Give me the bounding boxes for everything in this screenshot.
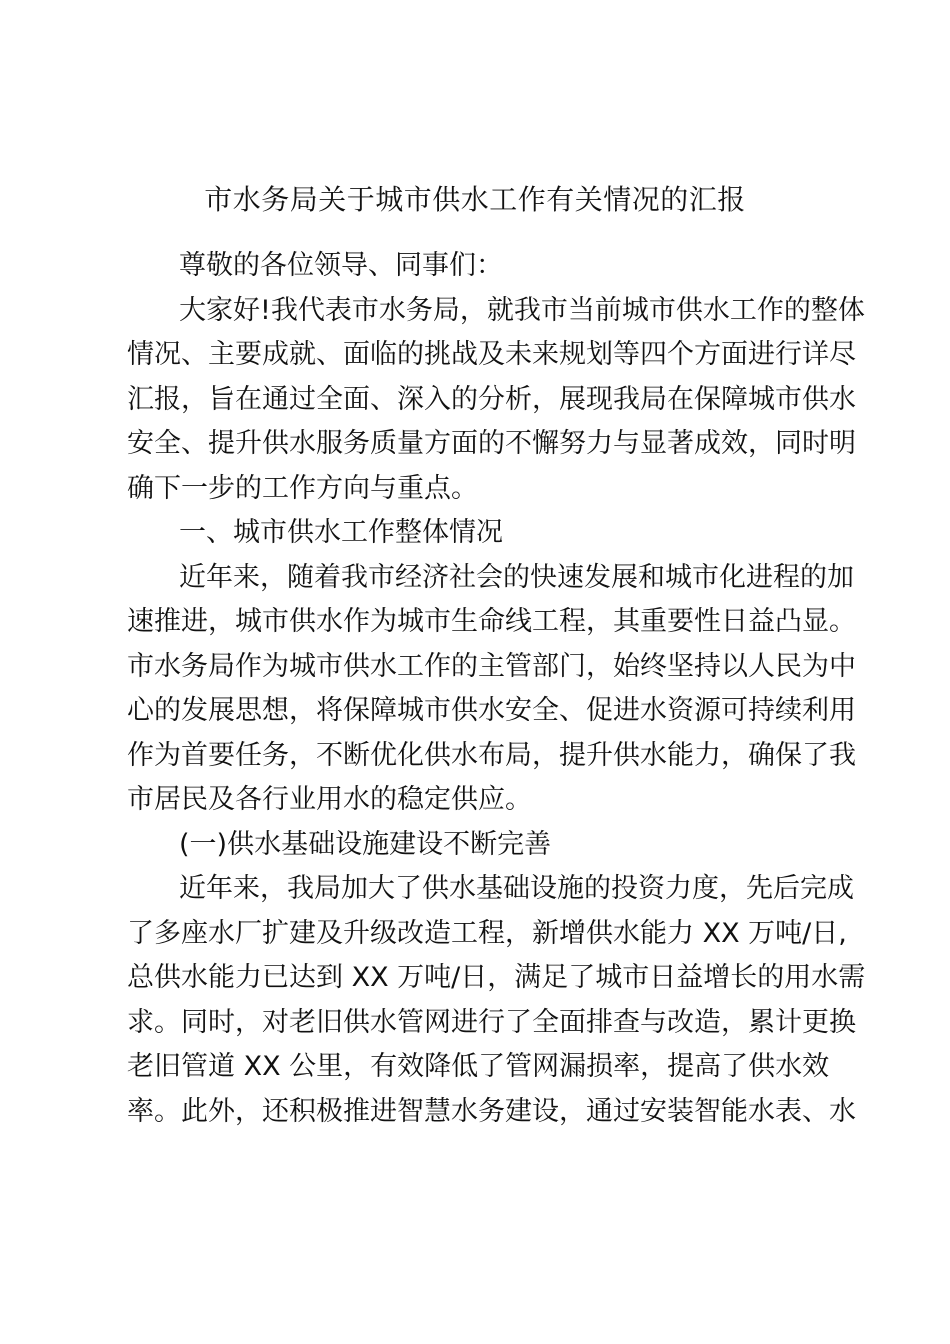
paragraph-line: 确下一步的工作方向与重点。 <box>127 473 478 504</box>
paragraph-line: 市水务局作为城市供水工作的主管部门，始终坚持以人民为中 <box>127 651 856 682</box>
paragraph-line: 大家好!我代表市水务局，就我市当前城市供水工作的整体 <box>179 295 865 326</box>
paragraph-line: 近年来，我局加大了供水基础设施的投资力度，先后完成 <box>179 873 854 904</box>
paragraph-line: 总供水能力已达到 XX 万吨/日，满足了城市日益增长的用水需 <box>127 962 866 993</box>
section-heading: 一、城市供水工作整体情况 <box>179 517 503 548</box>
paragraph-line: 汇报，旨在通过全面、深入的分析，展现我局在保障城市供水 <box>127 384 856 415</box>
paragraph-line: 安全、提升供水服务质量方面的不懈努力与显著成效，同时明 <box>127 428 856 459</box>
paragraph-line: 心的发展思想，将保障城市供水安全、促进水资源可持续利用 <box>127 695 856 726</box>
paragraph-line: 了多座水厂扩建及升级改造工程，新增供水能力 XX 万吨/日, <box>127 918 847 949</box>
paragraph-line: 作为首要任务，不断优化供水布局，提升供水能力，确保了我 <box>127 740 856 771</box>
paragraph-line: 速推进，城市供水作为城市生命线工程，其重要性日益凸显。 <box>127 606 856 637</box>
document-title: 市水务局关于城市供水工作有关情况的汇报 <box>204 183 746 216</box>
paragraph-line: 市居民及各行业用水的稳定供应。 <box>127 784 532 815</box>
subsection-heading: (一)供水基础设施建设不断完善 <box>179 829 552 860</box>
paragraph-line: 老旧管道 XX 公里，有效降低了管网漏损率，提高了供水效 <box>127 1051 830 1082</box>
paragraph-line: 求。同时，对老旧供水管网进行了全面排查与改造，累计更换 <box>127 1007 856 1038</box>
paragraph-line: 率。此外，还积极推进智慧水务建设，通过安装智能水表、水 <box>127 1096 856 1127</box>
salutation: 尊敬的各位领导、同事们： <box>179 250 503 281</box>
paragraph-line: 近年来，随着我市经济社会的快速发展和城市化进程的加 <box>179 562 854 593</box>
paragraph-line: 情况、主要成就、面临的挑战及未来规划等四个方面进行详尽 <box>127 339 856 370</box>
